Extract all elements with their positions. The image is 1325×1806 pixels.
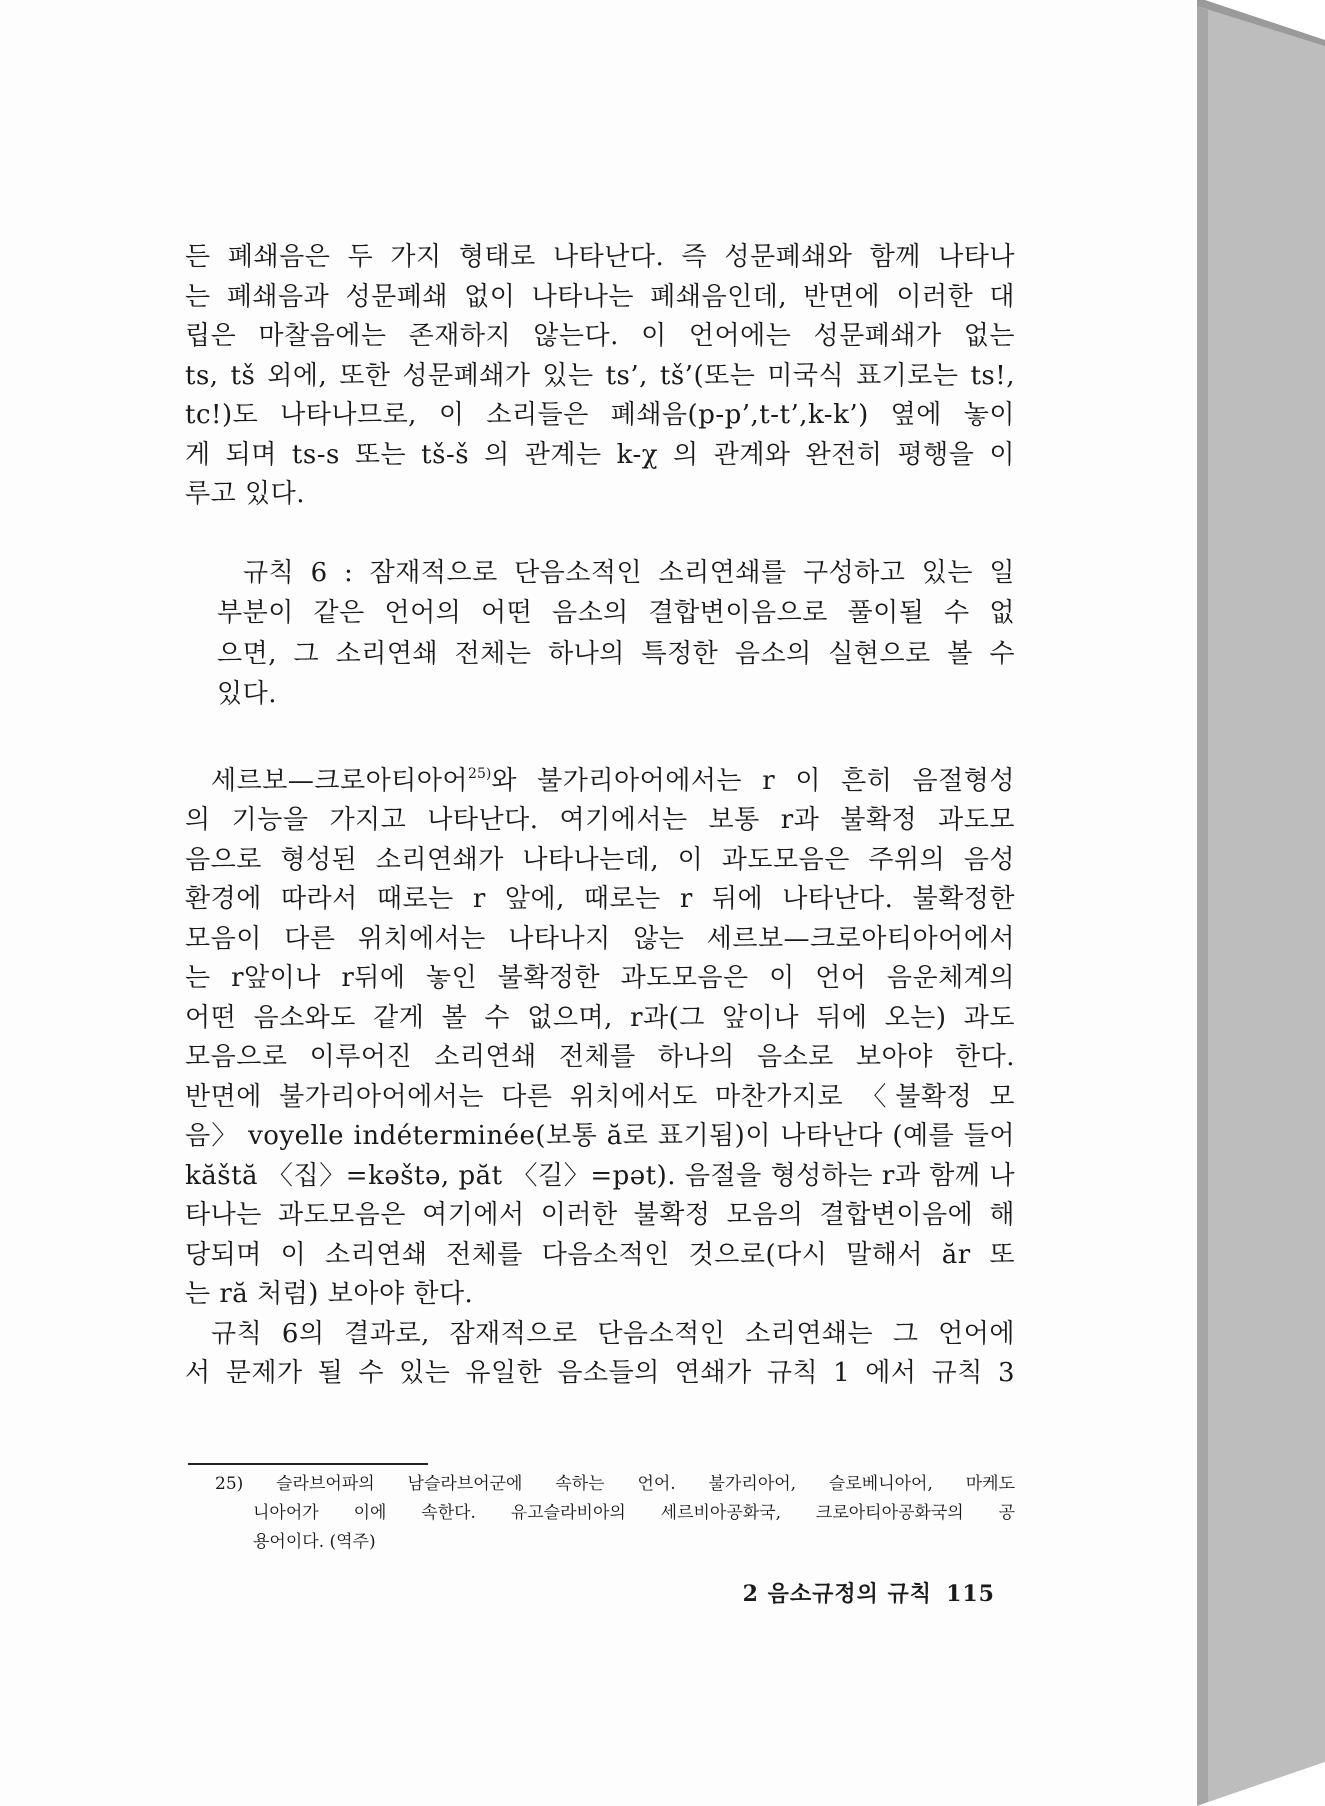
footnote-line: 니아어가 이에 속한다. 유고슬라비아의 세르비아공화국, 크로아티아공화국의 공 [253, 1503, 1015, 1523]
text-line: 는 폐쇄음과 성문폐쇄 없이 나타나는 폐쇄음인데, 반면에 이러한 대 [185, 281, 1015, 312]
book-edge-top [1197, 0, 1325, 48]
footnote [215, 1470, 1015, 1557]
footnote-line: 용어이다. (역주) [253, 1532, 376, 1552]
footnote-reference: 25) [468, 765, 492, 782]
text-line: 음〉 voyelle indéterminée(보통 ă로 표기됨)이 나타난다 (예를 들어 [185, 1121, 1015, 1151]
text-line: 타나는 과도모음은 여기에서 이러한 불확정 모음의 결합변이음에 해 [185, 1200, 1015, 1230]
footnote-text: 슬라브어파의 남슬라브어군에 속하는 언어. 불가리아어, 슬로베니아어, 마케도 [276, 1474, 1015, 1494]
paragraph-2-lead: 세르보—크로아티아어 [211, 765, 469, 796]
rule-line: 있다. [217, 679, 277, 709]
paragraph-2 [185, 755, 1015, 1315]
text-line: 루고 있다. [185, 479, 305, 509]
text-line: 는 r앞이나 r뒤에 놓인 불확정한 과도모음은 이 언어 음운체계의 [185, 963, 1015, 993]
text-line: 서 문제가 될 수 있는 유일한 음소들의 연쇄가 규칙 1 에서 규칙 3 [185, 1358, 1015, 1388]
text-line [185, 755, 1015, 802]
paragraph-1 [185, 238, 1015, 515]
text-line: kăštă 〈집〉=kəštə, păt 〈길〉=pət). 음절을 형성하는 r과 함께 나 [185, 1160, 1015, 1191]
text-line: 는 ră 처럼) 보아야 한다. [185, 1279, 474, 1309]
text-line: 립은 마찰음에는 존재하지 않는다. 이 언어에는 성문폐쇄가 없는 [185, 321, 1015, 351]
book-edge-shadow [1197, 6, 1208, 1806]
text-line: tc!)도 나타나므로, 이 소리들은 폐쇄음(p-p’,t-t’,k-k’) 옆에 놓이 [185, 400, 1015, 430]
rule-line: 규칙 6 : 잠재적으로 단음소적인 소리연쇄를 구성하고 있는 일 [243, 557, 1015, 588]
text-line: 모음으로 이루어진 소리연쇄 전체를 하나의 음소로 보아야 한다. [185, 1042, 1015, 1072]
text-line: 의 기능을 가지고 나타난다. 여기에서는 보통 r과 불확정 과도모 [185, 805, 1015, 835]
text-line: 게 되며 ts-s 또는 tš-š 의 관계는 k-χ 의 관계와 완전히 평행을 이 [185, 439, 1015, 470]
footnote-line [215, 1470, 1015, 1499]
section-title: 2 음소규정의 규칙 [742, 1581, 933, 1607]
body-text [185, 238, 1015, 1394]
rule-line: 으면, 그 소리연쇄 전체는 하나의 특정한 음소의 실현으로 볼 수 [217, 638, 1015, 669]
running-footer [743, 1577, 995, 1608]
text-line: ts, tš 외에, 또한 성문폐쇄가 있는 ts’, tš’(또는 미국식 표기로는 ts!, [185, 360, 1015, 391]
paragraph-2-lead-rest: 와 불가리아어에서는 r 이 흔히 음절형성 [491, 765, 1015, 796]
text-line: 어떤 음소와도 같게 볼 수 없으며, r과(그 앞이나 뒤에 오는) 과도 [185, 1002, 1015, 1033]
rule-line: 부분이 같은 언어의 어떤 음소의 결합변이음으로 풀이될 수 없 [217, 598, 1015, 628]
text-line: 환경에 따라서 때로는 r 앞에, 때로는 r 뒤에 나타난다. 불확정한 [185, 884, 1015, 914]
text-line: 음으로 형성된 소리연쇄가 나타나는데, 이 과도모음은 주위의 음성 [185, 844, 1015, 875]
footnote-divider [188, 1463, 428, 1465]
text-line: 든 폐쇄음은 두 가지 형태로 나타난다. 즉 성문폐쇄와 함께 나타나 [185, 242, 1015, 272]
book-edge-bottom [1197, 1762, 1325, 1806]
text-line: 모음이 다른 위치에서는 나타나지 않는 세르보—크로아티아어에서 [185, 923, 1015, 954]
rule-6-block [185, 553, 1015, 715]
page-number: 115 [946, 1581, 995, 1607]
text-line: 규칙 6의 결과로, 잠재적으로 단음소적인 소리연쇄는 그 언어에 [211, 1318, 1015, 1349]
paragraph-3 [185, 1315, 1015, 1394]
text-line: 반면에 불가리아어에서는 다른 위치에서도 마찬가지로 〈불확정 모 [185, 1081, 1015, 1112]
book-edge-side [1197, 6, 1325, 1806]
footnote-marker: 25) [215, 1474, 244, 1494]
text-line: 당되며 이 소리연쇄 전체를 다음소적인 것으로(다시 말해서 ăr 또 [185, 1239, 1015, 1270]
